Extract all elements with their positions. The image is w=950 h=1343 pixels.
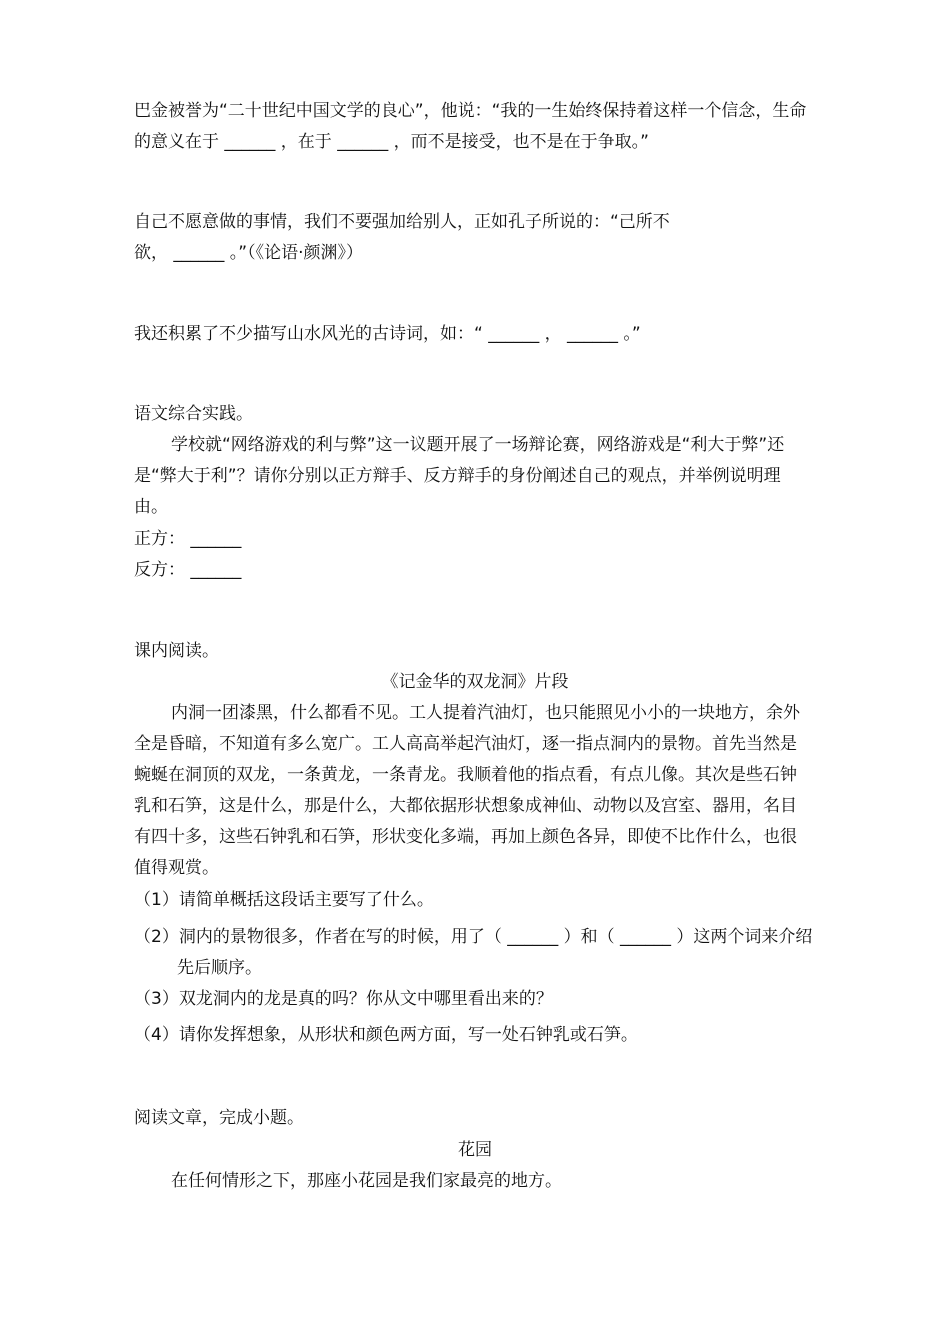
q5-question-2-line-2: 先后顺序。 [177, 958, 262, 978]
q5-para-line-1: 内洞一团漆黑，什么都看不见。工人提着汽油灯，也只能照见小小的一块地方，余外 [171, 703, 800, 723]
q5-question-2-line-1: （2）洞内的景物很多，作者在写的时候，用了（ ______ ）和（ ______ ）这两个词来介绍 [134, 927, 813, 947]
q5-question-1: （1）请简单概括这段话主要写了什么。 [134, 890, 434, 910]
q5-question-3: （3）双龙洞内的龙是真的吗？你从文中哪里看出来的？ [134, 989, 553, 1009]
q5-para-line-3: 蜿蜒在洞顶的双龙，一条黄龙，一条青龙。我顺着他的指点看，有点儿像。其次是些石钟 [134, 765, 797, 785]
q6-passage-title: 花园 [458, 1140, 492, 1160]
q1-line-2: 的意义在于 ______ ，在于 ______ ，而不是接受，也不是在于争取。” [134, 132, 649, 152]
q1-line-1: 巴金被誉为“二十世纪中国文学的良心”，他说：“我的一生始终保持着这样一个信念，生命 [134, 101, 807, 121]
q5-passage-title: 《记金华的双龙洞》片段 [381, 672, 569, 692]
q2-line-1: 自己不愿意做的事情，我们不要强加给别人，正如孔子所说的：“己所不 [134, 212, 670, 232]
q5-para-line-4: 乳和石笋，这是什么，那是什么，大都依据形状想象成神仙、动物以及宫室、器用，名目 [134, 796, 797, 816]
q6-para-line-1: 在任何情形之下，那座小花园是我们家最亮的地方。 [171, 1171, 562, 1191]
q5-para-line-6: 值得观赏。 [134, 858, 219, 878]
q5-para-line-2: 全是昏暗，不知道有多么宽广。工人高高举起汽油灯，逐一指点洞内的景物。首先当然是 [134, 734, 797, 754]
q2-line-2: 欲， ______ 。”（《论语·颜渊》） [134, 243, 364, 263]
q4-heading: 语文综合实践。 [134, 404, 253, 424]
q5-para-line-5: 有四十多，这些石钟乳和石笋，形状变化多端，再加上颜色各异，即使不比作什么，也很 [134, 827, 797, 847]
q4-para-line-1: 学校就“网络游戏的利与弊”这一议题开展了一场辩论赛，网络游戏是“利大于弊”还 [171, 435, 785, 455]
q3-line-1: 我还积累了不少描写山水风光的古诗词，如：“ ______ ， ______ 。” [134, 324, 641, 344]
q5-question-4: （4）请你发挥想象，从形状和颜色两方面，写一处石钟乳或石笋。 [134, 1025, 638, 1045]
q4-con-answer: 反方： ______ [134, 560, 242, 580]
q4-pro-answer: 正方： ______ [134, 529, 242, 549]
q4-para-line-3: 由。 [134, 497, 168, 517]
q5-heading: 课内阅读。 [134, 641, 219, 661]
q4-para-line-2: 是“弊大于利”？请你分别以正方辩手、反方辩手的身份阐述自己的观点，并举例说明理 [134, 466, 781, 486]
q6-heading: 阅读文章，完成小题。 [134, 1108, 304, 1128]
